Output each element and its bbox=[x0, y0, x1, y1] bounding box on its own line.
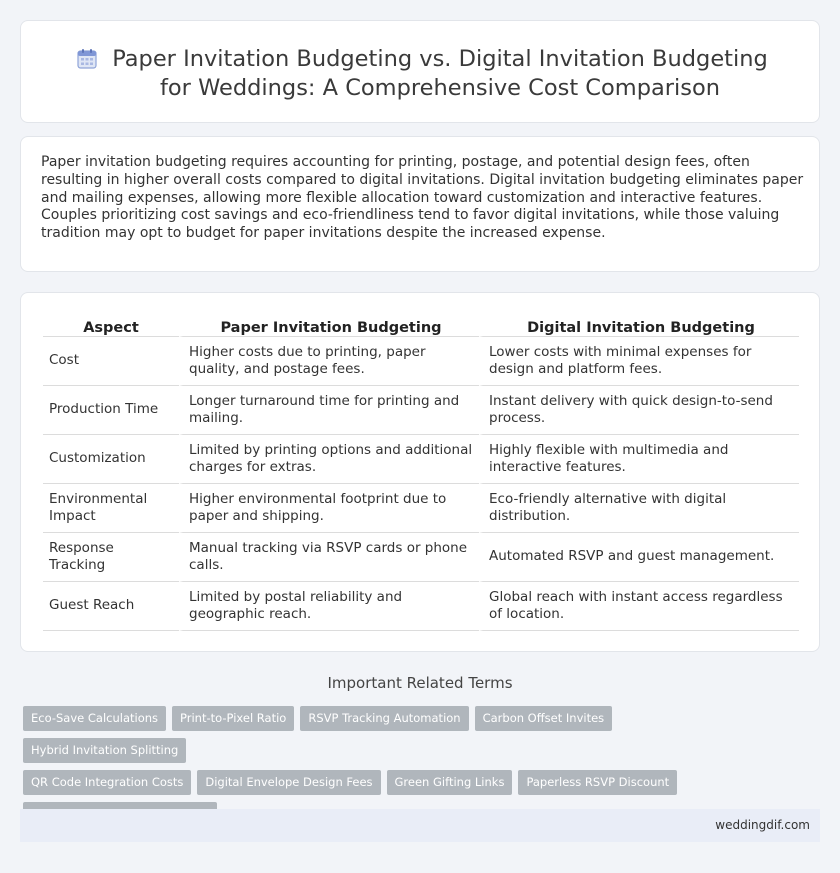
row-aspect: Production Time bbox=[43, 386, 179, 435]
row-aspect: Environmental Impact bbox=[43, 484, 179, 533]
row-paper: Manual tracking via RSVP cards or phone calls. bbox=[179, 533, 479, 582]
row-paper: Limited by postal reliability and geographic reach. bbox=[179, 582, 479, 631]
row-aspect: Response Tracking bbox=[43, 533, 179, 582]
intro-paragraph: Paper invitation budgeting requires accounting for printing, postage, and potential design fees, often resulting in higher overall costs compared to digital invitations. Digital invitation budgeting eliminates paper and mailing expenses, allowing more flexible allocation toward customization and interactive features. Couples prioritizing cost savings and eco-friendliness tend to favor digital invitations, while those valuing tradition may opt to budget for paper invitations despite the increased expense. bbox=[41, 154, 804, 242]
comparison-card bbox=[20, 292, 820, 652]
tag-link[interactable]: Paperless RSVP Discount bbox=[518, 770, 677, 795]
header-aspect: Aspect bbox=[43, 316, 179, 337]
row-digital: Lower costs with minimal expenses for design and platform fees. bbox=[479, 337, 799, 386]
row-aspect: Cost bbox=[43, 337, 179, 386]
row-paper: Higher costs due to printing, paper quality, and postage fees. bbox=[179, 337, 479, 386]
tag-link[interactable]: Green Gifting Links bbox=[387, 770, 513, 795]
related-terms-heading: Important Related Terms bbox=[327, 674, 513, 692]
row-digital: Eco-friendly alternative with digital distribution. bbox=[479, 484, 799, 533]
tag-link[interactable]: QR Code Integration Costs bbox=[23, 770, 191, 795]
tag-link[interactable]: Hybrid Invitation Splitting bbox=[23, 738, 186, 763]
row-paper: Higher environmental footprint due to paper and shipping. bbox=[179, 484, 479, 533]
tag-link[interactable]: Digital Envelope Design Fees bbox=[197, 770, 380, 795]
row-paper: Limited by printing options and additional charges for extras. bbox=[179, 435, 479, 484]
row-aspect: Guest Reach bbox=[43, 582, 179, 631]
row-aspect: Customization bbox=[43, 435, 179, 484]
table-row bbox=[43, 337, 799, 386]
footer-site-link[interactable]: weddingdif.com bbox=[715, 818, 810, 832]
table-header-row bbox=[43, 316, 799, 337]
table-row bbox=[43, 435, 799, 484]
tag-link[interactable]: Print-to-Pixel Ratio bbox=[172, 706, 294, 731]
header-paper: Paper Invitation Budgeting bbox=[179, 316, 479, 337]
table-row bbox=[43, 533, 799, 582]
title-card bbox=[20, 20, 820, 123]
footer bbox=[20, 809, 820, 842]
tag-link[interactable]: RSVP Tracking Automation bbox=[300, 706, 468, 731]
tag-link[interactable]: Eco-Save Calculations bbox=[23, 706, 166, 731]
row-digital: Automated RSVP and guest management. bbox=[479, 533, 799, 582]
row-paper: Longer turnaround time for printing and mailing. bbox=[179, 386, 479, 435]
row-digital: Instant delivery with quick design-to-send process. bbox=[479, 386, 799, 435]
comparison-table bbox=[43, 316, 799, 631]
row-digital: Global reach with instant access regardless of location. bbox=[479, 582, 799, 631]
page-title: Paper Invitation Budgeting vs. Digital Invitation Budgeting for Weddings: A Comprehensive Cost Comparison bbox=[112, 46, 768, 101]
header-digital: Digital Invitation Budgeting bbox=[479, 316, 799, 337]
row-digital: Highly flexible with multimedia and interactive features. bbox=[479, 435, 799, 484]
intro-card bbox=[20, 136, 820, 272]
tag-link[interactable]: Carbon Offset Invites bbox=[475, 706, 613, 731]
table-row bbox=[43, 484, 799, 533]
table-row bbox=[43, 582, 799, 631]
table-row bbox=[43, 386, 799, 435]
